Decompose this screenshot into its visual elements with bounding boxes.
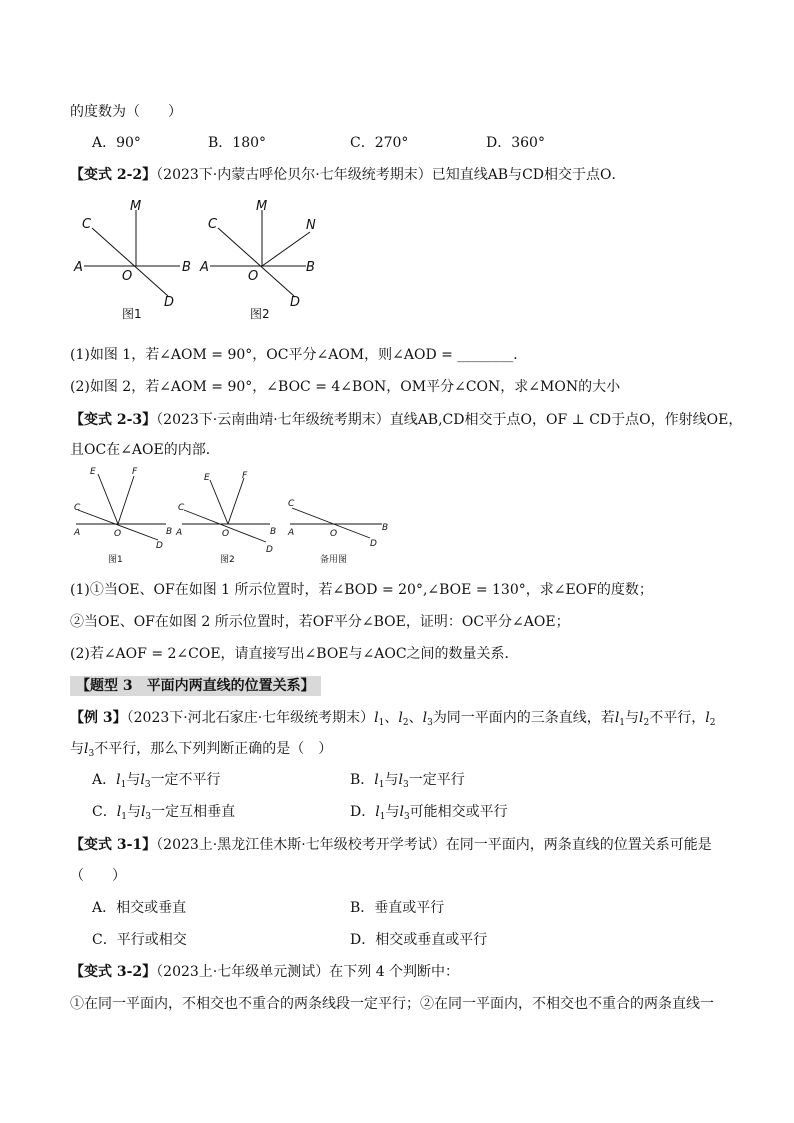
label-b: B xyxy=(182,260,191,275)
label-m: M xyxy=(130,199,142,214)
var-l: l xyxy=(116,772,121,788)
label-b: B xyxy=(306,260,315,275)
example-3-line2 xyxy=(70,739,332,764)
caption-fig2: 图2 xyxy=(220,555,235,565)
variant-3-1-line2: （ ） xyxy=(70,868,126,884)
label-n: N xyxy=(306,218,316,233)
label-c: C xyxy=(74,503,81,513)
figure-2-3-spare xyxy=(287,499,388,565)
example-text: 为同一平面内的三条直线，若 xyxy=(432,710,615,726)
example-text: 与 xyxy=(70,741,84,757)
caption-fig1: 图1 xyxy=(108,555,123,565)
sub-1: 1 xyxy=(378,780,385,790)
option-c: C．270° xyxy=(350,135,409,151)
var-l: l xyxy=(398,772,403,788)
sub-3: 3 xyxy=(403,780,409,790)
var-l: l xyxy=(116,804,122,820)
label-d: D xyxy=(164,295,175,310)
figure-2-3-1 xyxy=(73,467,172,565)
opt-letter: B． xyxy=(350,772,375,788)
sub-3: 3 xyxy=(427,718,433,728)
figures-2-2 xyxy=(70,196,330,324)
caption-fig2: 图2 xyxy=(250,307,270,321)
label-d: D xyxy=(290,295,301,310)
variant-3-2-line xyxy=(70,962,459,982)
option-d: D．相交或垂直或平行 xyxy=(350,932,488,948)
label-o: O xyxy=(122,269,133,284)
variant-tag: 【变式 2-3】 xyxy=(70,412,157,428)
sep: 、 xyxy=(384,710,399,726)
sub-2: 2 xyxy=(643,718,650,728)
opt-letter: A． xyxy=(92,772,117,788)
opt-text: 与 xyxy=(126,804,141,820)
example-source: （2023下·河北石家庄·七年级统考期末） xyxy=(126,710,375,726)
label-b: B xyxy=(270,527,277,537)
variant-text: （2023上·黑龙江佳木斯·七年级校考开学考试）在同一平面内，两条直线的位置关系可能是 xyxy=(156,837,712,853)
topic-heading: 【题型 3 平面内两直线的位置关系】 xyxy=(70,676,321,696)
caption-fig1: 图1 xyxy=(122,307,142,321)
variant-2-3-line2: 且OC在∠AOE的内部． xyxy=(70,442,220,458)
opt-letter: D． xyxy=(350,804,376,820)
var-l: l xyxy=(398,710,403,726)
option-c: C．平行或相交 xyxy=(92,932,187,948)
label-c: C xyxy=(178,503,185,513)
var-l: l xyxy=(614,710,620,726)
variant-tag: 【变式 3-1】 xyxy=(70,837,157,853)
variant-2-3-line xyxy=(70,410,742,430)
variant-3-1-line xyxy=(70,835,712,855)
sub-1: 1 xyxy=(121,812,127,822)
example-text: 不平行，那么下列判断正确的是（ ） xyxy=(94,741,333,757)
label-a: A xyxy=(200,260,209,275)
opt-text: 与 xyxy=(384,772,399,788)
variant-2-2-line xyxy=(70,165,626,185)
label-o: O xyxy=(114,529,122,539)
label-d: D xyxy=(370,539,377,549)
variant-text: （2023下·内蒙古呼伦贝尔·七年级统考期末）已知直线AB与CD相交于点O． xyxy=(156,167,626,183)
caption-spare: 备用图 xyxy=(320,555,348,565)
option-a: A．90° xyxy=(92,135,141,151)
example-3-line xyxy=(70,708,715,733)
variant-2-3-part3: (2)若∠AOF = 2∠COE，请直接写出∠BOE与∠AOC之间的数量关系． xyxy=(70,646,519,662)
opt-text: 一定互相垂直 xyxy=(151,804,236,820)
var-l: l xyxy=(399,804,404,820)
option-d: D．360° xyxy=(486,135,545,151)
label-m: M xyxy=(256,199,268,214)
label-d: D xyxy=(266,545,273,555)
example-option-d xyxy=(350,802,508,827)
variant-2-3-part1: (1)①当OE、OF在如图 1 所示位置时，若∠BOD = 20°,∠BOE = 130°，求∠EOF的度数； xyxy=(70,582,653,598)
label-f: F xyxy=(242,471,248,481)
question-tail-text: 的度数为（ ） xyxy=(70,104,182,120)
var-l: l xyxy=(84,741,89,757)
opt-text: 与 xyxy=(385,804,400,820)
figure-2-3-2 xyxy=(175,471,276,565)
opt-letter: C． xyxy=(92,804,117,820)
opt-text: 与 xyxy=(126,772,141,788)
var-l: l xyxy=(374,710,379,726)
label-a: A xyxy=(74,260,83,275)
label-a: A xyxy=(176,528,183,538)
figure-1 xyxy=(73,199,191,321)
option-a: A．相交或垂直 xyxy=(92,900,187,916)
sub-3: 3 xyxy=(145,812,152,822)
example-text: 不平行， xyxy=(649,710,706,726)
label-d: D xyxy=(156,541,163,551)
variant-2-3-part2: ②当OE、OF在如图 2 所示位置时，若OF平分∠BOE，证明：OC平分∠AOE； xyxy=(70,614,570,630)
var-l: l xyxy=(375,804,380,820)
var-l: l xyxy=(639,710,644,726)
label-e: E xyxy=(204,473,210,483)
example-text: 与 xyxy=(625,710,640,726)
example-tag: 【例 3】 xyxy=(70,710,127,726)
option-b: B．垂直或平行 xyxy=(350,900,445,916)
sub-3: 3 xyxy=(88,749,95,759)
label-b: B xyxy=(166,527,173,537)
variant-2-2-part2: (2)如图 2，若∠AOM = 90°，∠BOC = 4∠BON，OM平分∠CON，求∠MON的大小 xyxy=(70,379,621,395)
var-l: l xyxy=(422,710,428,726)
opt-text: 一定不平行 xyxy=(150,772,221,788)
figures-2-3 xyxy=(70,466,400,570)
label-o: O xyxy=(248,269,259,284)
sub-3: 3 xyxy=(144,780,151,790)
variant-2-2-part1: (1)如图 1，若∠AOM = 90°，OC平分∠AOM，则∠AOD = ________． xyxy=(70,347,528,363)
sub-2: 2 xyxy=(402,718,409,728)
label-e: E xyxy=(90,467,96,477)
opt-text: 一定平行 xyxy=(408,772,465,788)
sub-3: 3 xyxy=(403,812,410,822)
figure-2 xyxy=(199,199,316,321)
sep: 、 xyxy=(408,710,423,726)
variant-text: （2023上·七年级单元测试）在下列 4 个判断中： xyxy=(156,964,460,980)
label-c: C xyxy=(208,217,218,232)
label-c: C xyxy=(288,499,295,509)
label-a: A xyxy=(74,528,81,538)
var-l: l xyxy=(140,772,145,788)
sub-1: 1 xyxy=(378,718,385,728)
label-b: B xyxy=(382,523,389,533)
example-option-c xyxy=(92,802,235,827)
label-o: O xyxy=(222,529,230,539)
option-b: B．180° xyxy=(208,135,267,151)
sub-1: 1 xyxy=(120,780,127,790)
sub-1: 1 xyxy=(619,718,626,728)
label-a: A xyxy=(288,528,295,538)
label-f: F xyxy=(132,467,138,477)
label-o: O xyxy=(330,529,338,539)
label-c: C xyxy=(82,217,92,232)
example-option-a xyxy=(92,770,221,795)
var-l: l xyxy=(140,804,146,820)
var-l: l xyxy=(374,772,379,788)
variant-tag: 【变式 2-2】 xyxy=(70,167,157,183)
variant-text: （2023下·云南曲靖·七年级统考期末）直线AB,CD相交于点O，OF ⊥ CD于点O，作射线OE， xyxy=(156,412,743,428)
variant-tag: 【变式 3-2】 xyxy=(70,964,157,980)
var-l: l xyxy=(705,710,710,726)
example-option-b xyxy=(350,770,465,795)
sub-1: 1 xyxy=(379,812,386,822)
sub-2: 2 xyxy=(709,718,716,728)
variant-3-2-line2: ①在同一平面内，不相交也不重合的两条线段一定平行；②在同一平面内，不相交也不重合的两条直线一 xyxy=(70,996,714,1012)
opt-text: 可能相交或平行 xyxy=(409,804,508,820)
